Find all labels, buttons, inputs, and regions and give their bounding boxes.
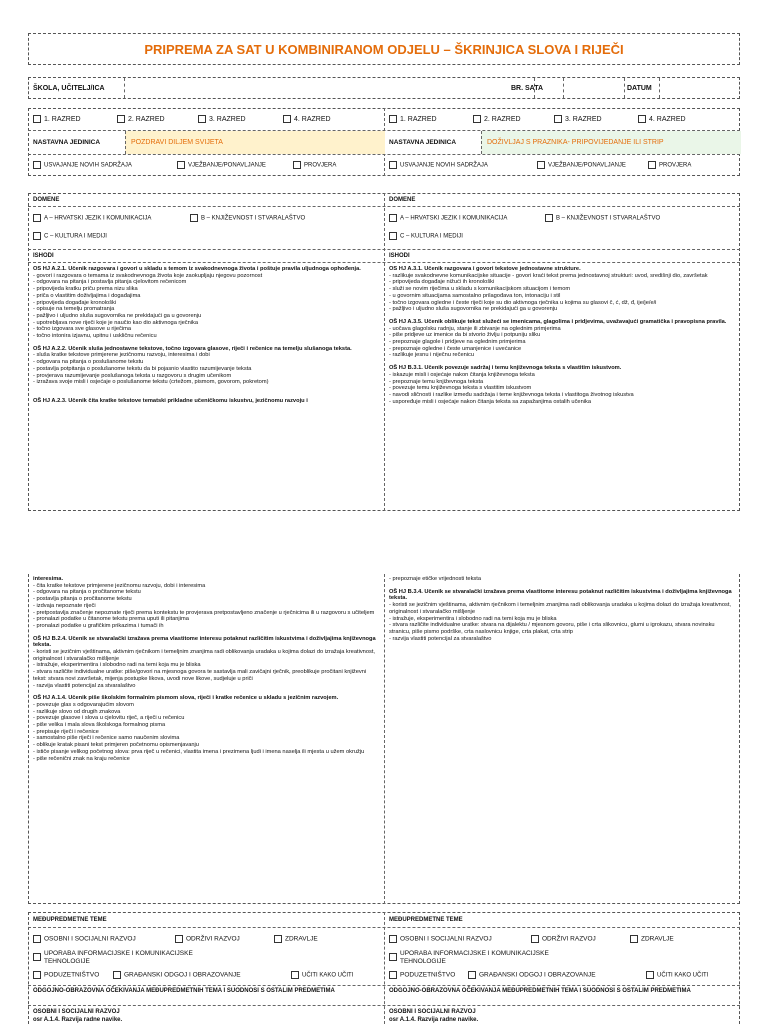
domains-label-right: DOMENE bbox=[389, 197, 416, 203]
topic-health-checkbox[interactable]: ZDRAVLJE bbox=[274, 935, 318, 943]
topic-learning-checkbox-right[interactable]: UČITI KAKO UČITI bbox=[646, 971, 708, 979]
topic-civic-checkbox-right[interactable]: GRAĐANSKI ODGOJ I OBRAZOVANJE bbox=[468, 971, 596, 979]
outcome-item: - odgovara na pitanja o poslušanome tekstu bbox=[33, 359, 144, 366]
topic-learning-checkbox[interactable]: UČITI KAKO UČITI bbox=[291, 971, 353, 979]
grade-4-checkbox-right[interactable]: 4. RAZRED bbox=[638, 115, 686, 123]
outcome-item: - povezuje temu književnoga teksta s vlastitim iskustvom bbox=[389, 385, 532, 392]
lesson-number-field[interactable] bbox=[563, 78, 625, 98]
domain-a-checkbox[interactable]: A – HRVATSKI JEZIK I KOMUNIKACIJA bbox=[33, 214, 151, 222]
outcome-title: interesima. bbox=[33, 576, 64, 582]
outcome-item: - razlikuje svakodnevne komunikacijske situacije - govori kraći tekst prema jednostavnoj strukturi: uvod, središnji dio, završetak bbox=[389, 272, 708, 279]
outcomes-list-left bbox=[33, 266, 379, 509]
outcome-item: - pažljivo i uljudno sluša sugovornika ne prekidajući ga u govorenju bbox=[33, 312, 202, 319]
outcome-item: - piše pridjeve uz imenice da bi stvorio življu i potpuniju sliku bbox=[389, 332, 541, 339]
date-label: DATUM bbox=[627, 85, 652, 92]
outcome-item: - prepisuje riječi i rečenice bbox=[33, 728, 99, 735]
outcomes-list-left-continued bbox=[33, 576, 379, 902]
outcome-item: - koristi se jezičnim vještinama, aktivnim rječnikom i temeljnim znanjima radi oblikovanja uradaka u kojima dolazi do izražaja kreativnost, originalnost i stvaralačko mišljenje bbox=[389, 602, 732, 615]
outcome-item: - služi se novim riječima u skladu s komunikacijskom situacijom i temom bbox=[389, 286, 571, 293]
expectations-item-right: osr A.1.4. Razvija radne navike. bbox=[389, 1017, 479, 1023]
unit-value-left: POZDRAVI DILJEM SVIJETA bbox=[131, 139, 223, 146]
expectations-item-left: osr A.1.4. Razvija radne navike. bbox=[33, 1017, 123, 1023]
outcome-item: - piše velika i mala slova školskoga formalnog pisma bbox=[33, 722, 166, 729]
outcome-item: - oblikuje kratak pisani tekst primjeren početnomu opismenjavanju bbox=[33, 742, 199, 749]
school-label: ŠKOLA, UČITELJ/ICA bbox=[33, 85, 105, 92]
outcome-item: - razlikuje slovo od drugih znakova bbox=[33, 708, 121, 715]
domain-b-checkbox-right[interactable]: B – KNJIŽEVNOST I STVARALAŠTVO bbox=[545, 214, 660, 222]
outcome-item: - pripovijeda događaje kronološki bbox=[33, 299, 117, 306]
outcome-item: - stvara različite individualne uratke: stvara na dijalektu / mjesnom govoru, piše i crta slikovnicu, glumi u igrokazu, stvara novinsku stranicu, piše pismo podrške, crta naslovnicu knjige, crta plakat, crta strip bbox=[389, 622, 715, 635]
topic-personal-checkbox[interactable]: OSOBNI I SOCIJALNI RAZVOJ bbox=[33, 935, 136, 943]
outcome-item: - u govornim situacijama samostalno prilagođava ton, intonaciju i stil bbox=[389, 292, 561, 299]
expectations-label-right: ODGOJNO-OBRAZOVNA OČEKIVANJA MEĐUPREDMETNIH TEMA I SUODNOSI S OSTALIM PREDMETIMA bbox=[389, 988, 691, 994]
outcome-item: - odgovara na pitanja o pročitanome tekstu bbox=[33, 589, 141, 596]
outcomes-list-right bbox=[389, 266, 735, 509]
outcome-item: - povezuje glasove i slova u cjelovitu riječ, a riječi u rečenicu bbox=[33, 715, 185, 722]
outcome-item: - provjerava razumijevanje poslušanoga teksta u razgovoru s drugim učenikom bbox=[33, 372, 232, 379]
outcome-item: - koristi se jezičnim vještinama, aktivnim rječnikom i temeljnim znanjima radi oblikovanja uradaka u kojima dolazi do izražaja kreativnost, originalnost i stvaralačko mišljenje bbox=[33, 649, 376, 662]
assessment-checkbox[interactable]: PROVJERA bbox=[293, 161, 336, 169]
outcome-item: - samostalno piše riječi i rečenice samo naučenim slovima bbox=[33, 735, 180, 742]
outcome-item: - uspoređuje misli i osjećaje nakon čitanja teksta sa zapažanjima ostalih učenika bbox=[389, 398, 592, 405]
topic-sustainable-checkbox-right[interactable]: ODRŽIVI RAZVOJ bbox=[531, 935, 596, 943]
grade-2-checkbox-right[interactable]: 2. RAZRED bbox=[473, 115, 521, 123]
outcome-item: - iskazuje misli i osjećaje nakon čitanja književnoga teksta bbox=[389, 371, 535, 378]
outcomes-label-left: ISHODI bbox=[33, 253, 54, 259]
expectations-section-left: OSOBNI I SOCIJALNI RAZVOJ bbox=[33, 1009, 120, 1015]
outcome-item: - pretpostavlja značenje nepoznate riječi prema kontekstu te provjerava pretpostavljeno značenje u rječnicima ili u razgovoru s učiteljem bbox=[33, 609, 375, 616]
grade-1-checkbox-right[interactable]: 1. RAZRED bbox=[389, 115, 437, 123]
outcome-item: - stvara različite individualne uratke: piše/govori na mjesnoga govora te sastavlja mali zavičajni rječnik, preoblikuje pročitani književni tekst: stvara novi završetak, mijenja postupke likova, uvodi nove likove, sudjeluje u priči bbox=[33, 669, 367, 682]
outcome-item: - izražava svoje misli i osjećaje o poslušanome tekstu (crtežom, pismom, govorom, pokretom) bbox=[33, 379, 269, 386]
grade-2-checkbox[interactable]: 2. RAZRED bbox=[117, 115, 165, 123]
outcome-item: - istražuje, eksperimentira i slobodno radi na temi koja mu je bliska bbox=[389, 615, 557, 622]
outcome-title: OŠ HJ A.1.4. Učenik piše školskim formalnim pismom slova, riječi i kratke rečenice u skladu s jezičnim razvojem. bbox=[33, 695, 339, 702]
outcome-title: OŠ HJ B.3.1. Učenik povezuje sadržaj i temu književnoga teksta s vlastitim iskustvom. bbox=[389, 365, 622, 372]
grade-3-checkbox-right[interactable]: 3. RAZRED bbox=[554, 115, 602, 123]
title-box bbox=[28, 33, 740, 65]
outcome-title: OŠ HJ A.2.3. Učenik čita kratke tekstove tematski prikladne učeničkomu iskustvu, jezičnomu razvoju i bbox=[33, 397, 308, 404]
outcome-item: - prepoznaje etičke vrijednosti teksta bbox=[389, 576, 481, 582]
practice-checkbox[interactable]: VJEŽBANJE/PONAVLJANJE bbox=[177, 161, 266, 169]
outcome-item: - razvija vlastiti potencijal za stvaralaštvo bbox=[389, 635, 492, 642]
assessment-checkbox-right[interactable]: PROVJERA bbox=[648, 161, 691, 169]
outcomes-list-right-continued bbox=[389, 576, 735, 902]
domains-label-left: DOMENE bbox=[33, 197, 60, 203]
outcome-item: - izdvaja nepoznate riječi bbox=[33, 602, 96, 609]
grade-1-checkbox[interactable]: 1. RAZRED bbox=[33, 115, 81, 123]
outcome-item: - prepoznaje glagole i pridjeve na oglednim primjerima bbox=[389, 339, 526, 346]
outcome-title: OŠ HJ A.2.1. Učenik razgovara i govori u skladu s temom iz svakodnevnoga života i poštuje pravila uljudnoga ophođenja. bbox=[33, 266, 361, 272]
outcome-item: - priča o vlastitim doživljajima i događajima bbox=[33, 292, 141, 299]
outcome-item: - razvija vlastiti potencijal za stvaralaštvo bbox=[33, 682, 136, 689]
outcome-item: - prepoznaje ogledne i česte umanjenice i uvećanice bbox=[389, 345, 522, 352]
outcome-item: - točno izgovara sve glasove u riječima bbox=[33, 326, 131, 333]
outcome-item: - govori i razgovara o temama iz svakodnevnoga života koje zaokupljaju njegovu pozornost bbox=[33, 272, 263, 279]
practice-checkbox-right[interactable]: VJEŽBANJE/PONAVLJANJE bbox=[537, 161, 626, 169]
lesson-number-label: BR. SATA bbox=[511, 85, 544, 92]
outcome-item: - točno izgovara ogledne i česte riječi koje su dio aktivnoga rječnika u kojima su glasovi č, ć, dž, đ, ije/je/e/i bbox=[389, 299, 657, 306]
cross-label-left: MEĐUPREDMETNE TEME bbox=[33, 917, 107, 923]
domain-c-checkbox-right[interactable]: C – KULTURA I MEDIJI bbox=[389, 232, 463, 240]
outcome-item: - postavlja potpitanja o poslušanome tekstu da bi pojasnio vlastito razumijevanje teksta bbox=[33, 365, 252, 372]
outcome-item: - pripovijeda kratku priču prema nizu slika bbox=[33, 286, 138, 293]
expectations-section-right: OSOBNI I SOCIJALNI RAZVOJ bbox=[389, 1009, 476, 1015]
topic-ict-checkbox-right[interactable]: UPORABA INFORMACIJSKE I KOMUNIKACIJSKE TEHNOLOGIJE bbox=[389, 950, 589, 966]
topic-civic-checkbox[interactable]: GRAĐANSKI ODGOJ I OBRAZOVANJE bbox=[113, 971, 241, 979]
outcome-item: - točno intonira izjavnu, upitnu i uskličnu rečenicu bbox=[33, 333, 157, 340]
outcome-item: - pažljivo i uljudno sluša sugovornika ne prekidajući ga u govorenju bbox=[389, 306, 558, 313]
unit-label-left: NASTAVNA JEDINICA bbox=[33, 139, 101, 146]
domain-a-checkbox-right[interactable]: A – HRVATSKI JEZIK I KOMUNIKACIJA bbox=[389, 214, 507, 222]
outcomes-label-right: ISHODI bbox=[389, 253, 410, 259]
outcome-item: - istražuje, eksperimentira i slobodno radi na temi koja mu je bliska bbox=[33, 662, 201, 669]
outcome-title: OŠ HJ A.2.2. Učenik sluša jednostavne tekstove, točno izgovara glasove, riječi i rečenice na temelju slušanoga teksta. bbox=[33, 345, 352, 352]
outcome-title: OŠ HJ A.3.5. Učenik oblikuje tekst služeći se imenicama, glagolima i pridjevima, uvažavajući gramatička i pravopisna pravila. bbox=[389, 318, 727, 325]
domain-c-checkbox[interactable]: C – KULTURA I MEDIJI bbox=[33, 232, 107, 240]
date-field[interactable] bbox=[659, 78, 740, 98]
outcome-item: - čita kratke tekstove primjerene jezičnomu razvoju, dobi i interesima bbox=[33, 582, 206, 589]
outcome-item: - uočava glagolsku radnju, stanje ili zbivanje na oglednim primjerima bbox=[389, 325, 561, 332]
grade-3-checkbox[interactable]: 3. RAZRED bbox=[198, 115, 246, 123]
outcome-title: OŠ HJ B.3.4. Učenik se stvaralački izražava prema vlastitome interesu potaknut različitim iskustvima i doživljajima književnoga teksta. bbox=[389, 588, 732, 602]
outcome-item: - postavlja pitanja o pročitanome tekstu bbox=[33, 596, 132, 603]
outcome-item: - pripovijeda događaje nižući ih kronološki bbox=[389, 279, 495, 286]
outcome-item: - opisuje na temelju promatranja bbox=[33, 306, 115, 313]
unit-field-right[interactable] bbox=[481, 131, 741, 154]
outcome-item: - pronalazi podatke u čitanome tekstu prema uputi ili pitanjima bbox=[33, 616, 189, 623]
outcome-item: - pronalazi podatke u grafičkim prikazima i tumači ih bbox=[33, 622, 164, 629]
topic-sustainable-checkbox[interactable]: ODRŽIVI RAZVOJ bbox=[175, 935, 240, 943]
outcome-item: - povezuje glas s odgovarajućim slovom bbox=[33, 701, 134, 708]
unit-value-right: DOŽIVLJAJ S PRAZNIKA- PRIPOVIJEDANJE ILI STRIP bbox=[487, 139, 664, 146]
grade-4-checkbox[interactable]: 4. RAZRED bbox=[283, 115, 331, 123]
expectations-label-left: ODGOJNO-OBRAZOVNA OČEKIVANJA MEĐUPREDMETNIH TEMA I SUODNOSI S OSTALIM PREDMETIMA bbox=[33, 988, 335, 994]
cross-label-right: MEĐUPREDMETNE TEME bbox=[389, 917, 463, 923]
topic-ict-checkbox[interactable]: UPORABA INFORMACIJSKE I KOMUNIKACIJSKE TEHNOLOGIJE bbox=[33, 950, 233, 966]
outcome-title: OŠ HJ A.3.1. Učenik razgovara i govori tekstove jednostavne strukture. bbox=[389, 266, 581, 272]
unit-label-right: NASTAVNA JEDINICA bbox=[389, 139, 457, 146]
outcome-item: - sluša kratke tekstove primjerene jezičnomu razvoju, interesima i dobi bbox=[33, 352, 210, 359]
outcome-item: - prepoznaje temu književnoga teksta bbox=[389, 378, 484, 385]
topic-health-checkbox-right[interactable]: ZDRAVLJE bbox=[630, 935, 674, 943]
outcome-item: - odgovara na pitanja i postavlja pitanja cjelovitom rečenicom bbox=[33, 279, 187, 286]
new-content-checkbox[interactable]: USVAJANJE NOVIH SADRŽAJA bbox=[33, 161, 132, 169]
outcome-title: OŠ HJ B.2.4. Učenik se stvaralački izražava prema vlastitome interesu potaknut različitim iskustvima i doživljajima književnoga teksta. bbox=[33, 635, 376, 649]
topic-personal-checkbox-right[interactable]: OSOBNI I SOCIJALNI RAZVOJ bbox=[389, 935, 492, 943]
new-content-checkbox-right[interactable]: USVAJANJE NOVIH SADRŽAJA bbox=[389, 161, 488, 169]
unit-field-left[interactable] bbox=[125, 131, 385, 154]
outcome-item: - piše rečenični znak na kraju rečenice bbox=[33, 755, 130, 762]
header-row bbox=[28, 77, 740, 99]
topic-entrepreneurship-checkbox-right[interactable]: PODUZETNIŠTVO bbox=[389, 971, 455, 979]
outcome-item: - navodi sličnosti i razlike između sadržaja i teme književnoga teksta i vlastitoga životnog iskustva bbox=[389, 391, 634, 398]
school-field[interactable] bbox=[126, 78, 535, 98]
page-title: PRIPREMA ZA SAT U KOMBINIRANOM ODJELU – ŠKRINJICA SLOVA I RIJEČI bbox=[144, 42, 624, 57]
outcome-item: - upotrebljava nove riječi koje je naučio kao dio aktivnoga rječnika bbox=[33, 319, 199, 326]
topic-entrepreneurship-checkbox[interactable]: PODUZETNIŠTVO bbox=[33, 971, 99, 979]
outcome-item: - razlikuje jesnu i niječnu rečenicu bbox=[389, 352, 475, 359]
outcome-item: - ističe pisanje velikog početnog slova: prva riječ u rečenici, vlastita imena i prezimena ljudi i imena naselja ili mjesta u užem okružju bbox=[33, 748, 365, 755]
domain-b-checkbox[interactable]: B – KNJIŽEVNOST I STVARALAŠTVO bbox=[190, 214, 305, 222]
